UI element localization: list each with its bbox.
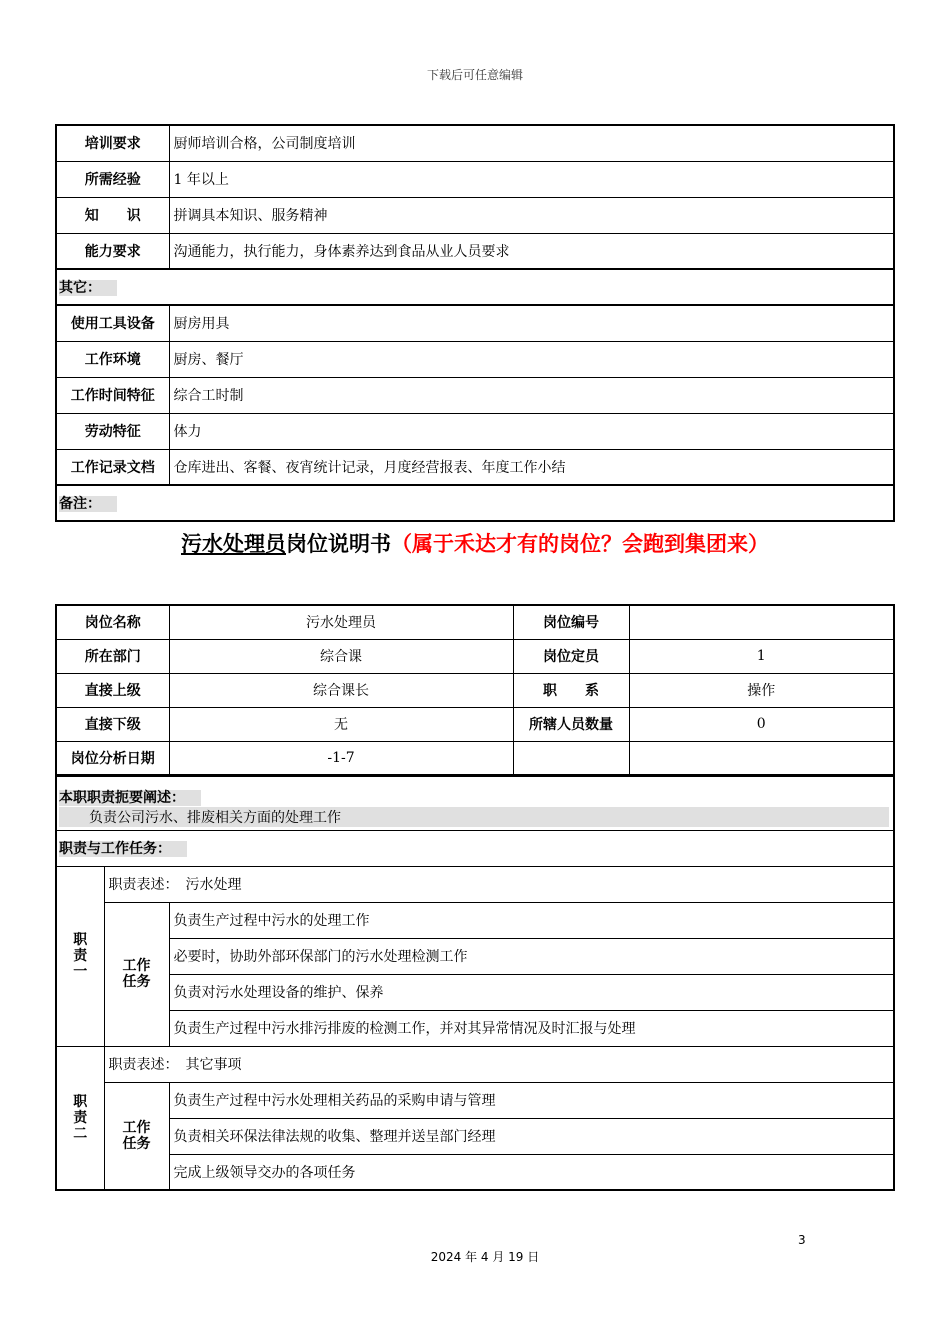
table-row	[56, 377, 894, 413]
duty1-name: 职责一	[56, 866, 104, 1046]
row-label: 劳动特征	[56, 413, 169, 449]
info-value: -1-7	[169, 741, 513, 775]
table-row	[56, 197, 894, 233]
row-label: 所需经验	[56, 161, 169, 197]
table-row	[56, 125, 894, 161]
row-label: 工作环境	[56, 341, 169, 377]
page-number: 3	[798, 1233, 806, 1247]
info-value: 1	[629, 639, 894, 673]
duty2-statement: 职责表述： 其它事项	[104, 1046, 894, 1082]
table-row	[56, 1010, 894, 1046]
title-suffix: 岗位说明书	[286, 532, 391, 556]
footer-date: 2024 年 4 月 19 日	[430, 1250, 540, 1264]
duty2-task-label: 工作任务	[104, 1082, 169, 1190]
info-label: 所在部门	[56, 639, 169, 673]
info-label: 岗位定员	[513, 639, 629, 673]
table-row	[56, 673, 894, 707]
row-value: 沟通能力，执行能力，身体素养达到食品从业人员要求	[169, 233, 894, 269]
summary-text: 负责公司污水、排废相关方面的处理工作	[59, 807, 889, 827]
row-value: 厨房、餐厅	[169, 341, 894, 377]
info-label: 所辖人员数量	[513, 707, 629, 741]
duties-label: 职责与工作任务：	[56, 830, 894, 866]
table-row	[56, 866, 894, 902]
table-row	[56, 449, 894, 485]
info-value: 综合课长	[169, 673, 513, 707]
info-value: 污水处理员	[169, 605, 513, 639]
info-value: 综合课	[169, 639, 513, 673]
table-row	[56, 1154, 894, 1190]
row-value: 体力	[169, 413, 894, 449]
info-value: 操作	[629, 673, 894, 707]
row-label: 知 识	[56, 197, 169, 233]
table-row	[56, 639, 894, 673]
table-row	[56, 741, 894, 775]
info-label	[513, 741, 629, 775]
table-row	[56, 161, 894, 197]
duty1-task-label: 工作任务	[104, 902, 169, 1046]
task-item: 必要时，协助外部环保部门的污水处理检测工作	[169, 938, 894, 974]
note-section-label: 备注：	[56, 485, 894, 521]
section-row-note	[56, 485, 894, 521]
row-label: 工作记录文档	[56, 449, 169, 485]
summary-cell	[56, 776, 894, 830]
summary-label: 本职职责扼要阐述：	[59, 790, 201, 806]
table-row	[56, 1118, 894, 1154]
summary-row	[56, 776, 894, 830]
row-value: 拼调具本知识、服务精神	[169, 197, 894, 233]
task-item: 负责生产过程中污水排污排废的检测工作，并对其异常情况及时汇报与处理	[169, 1010, 894, 1046]
table-row	[56, 341, 894, 377]
info-label: 岗位名称	[56, 605, 169, 639]
title-red-note: （属于禾达才有的岗位？会跑到集团来）	[391, 532, 769, 556]
info-value	[629, 605, 894, 639]
task-item: 完成上级领导交办的各项任务	[169, 1154, 894, 1190]
info-label: 职 系	[513, 673, 629, 707]
other-section-label: 其它：	[56, 269, 894, 305]
row-value: 厨师培训合格，公司制度培训	[169, 125, 894, 161]
row-label: 培训要求	[56, 125, 169, 161]
info-value: 无	[169, 707, 513, 741]
info-label: 直接上级	[56, 673, 169, 707]
table-row	[56, 938, 894, 974]
section-row-other	[56, 269, 894, 305]
row-label: 使用工具设备	[56, 305, 169, 341]
task-item: 负责生产过程中污水的处理工作	[169, 902, 894, 938]
duty2-name: 职责二	[56, 1046, 104, 1190]
info-label: 直接下级	[56, 707, 169, 741]
table-row	[56, 1046, 894, 1082]
row-value: 综合工时制	[169, 377, 894, 413]
row-value: 1 年以上	[169, 161, 894, 197]
title-job-name: 污水处理员	[181, 532, 286, 556]
info-value: 0	[629, 707, 894, 741]
task-item: 负责对污水处理设备的维护、保养	[169, 974, 894, 1010]
table-row	[56, 413, 894, 449]
row-label: 能力要求	[56, 233, 169, 269]
row-label: 工作时间特征	[56, 377, 169, 413]
info-label: 岗位编号	[513, 605, 629, 639]
duties-table	[55, 775, 895, 1191]
table-row	[56, 707, 894, 741]
info-label: 岗位分析日期	[56, 741, 169, 775]
duty1-statement: 职责表述： 污水处理	[104, 866, 894, 902]
table-row	[56, 1082, 894, 1118]
table-row	[56, 974, 894, 1010]
duties-header-row	[56, 830, 894, 866]
table-row	[56, 233, 894, 269]
header-note: 下载后可任意编辑	[426, 68, 523, 82]
task-item: 负责相关环保法律法规的收集、整理并送呈部门经理	[169, 1118, 894, 1154]
page-title	[0, 528, 950, 558]
job-info-table	[55, 604, 895, 776]
row-value: 仓库进出、客餐、夜宵统计记录，月度经营报表、年度工作小结	[169, 449, 894, 485]
table-row	[56, 605, 894, 639]
info-value	[629, 741, 894, 775]
table-row	[56, 902, 894, 938]
task-item: 负责生产过程中污水处理相关药品的采购申请与管理	[169, 1082, 894, 1118]
table-row	[56, 305, 894, 341]
requirements-table	[55, 124, 895, 522]
row-value: 厨房用具	[169, 305, 894, 341]
